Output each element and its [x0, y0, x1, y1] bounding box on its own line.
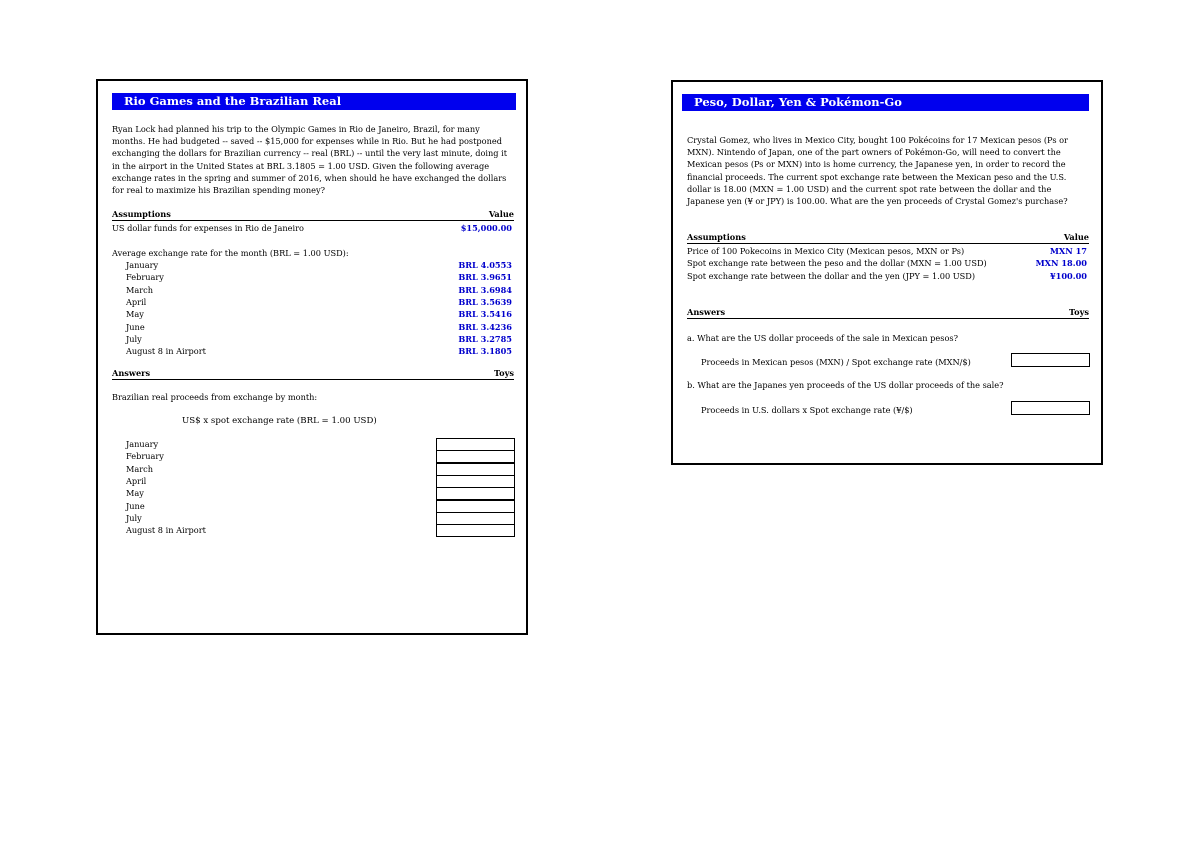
answer-input-box[interactable] — [436, 500, 515, 513]
assumptions-header — [687, 232, 1089, 244]
answer-input-box[interactable] — [436, 512, 515, 525]
formula-label: US$ x spot exchange rate (BRL = 1.00 USD) — [182, 416, 377, 426]
answer-month-label: July — [126, 512, 142, 523]
assumption-value: MXN 18.00 — [1035, 258, 1087, 269]
answer-month-label: June — [126, 500, 145, 511]
month-label: February — [126, 272, 164, 283]
rio-games-panel — [96, 79, 528, 635]
answer-month-label: February — [126, 451, 164, 462]
assumptions-label: Assumptions — [112, 209, 171, 219]
answer-input-box[interactable] — [436, 438, 515, 451]
question-b: b. What are the Japanes yen proceeds of the US dollar proceeds of the sale? — [687, 380, 1004, 390]
usd-funds-label: US dollar funds for expenses in Rio de Janeiro — [112, 223, 304, 233]
answer-month-label: August 8 in Airport — [126, 525, 206, 536]
answers-header — [687, 307, 1089, 319]
answer-input-box[interactable] — [436, 487, 515, 500]
answer-input-box[interactable] — [436, 524, 515, 537]
answers-header — [112, 368, 514, 380]
month-label: June — [126, 321, 145, 332]
answer-input-box[interactable] — [436, 450, 515, 463]
answer-a-input-box[interactable] — [1011, 353, 1090, 367]
answers-label: Answers — [112, 368, 151, 378]
assumption-label: Price of 100 Pokecoins in Mexico City (Mexican pesos, MXN or Ps) — [687, 246, 965, 256]
month-label: August 8 in Airport — [126, 346, 206, 357]
value-label: Value — [488, 209, 514, 219]
answer-input-box[interactable] — [436, 475, 515, 488]
assumption-value: MXN 17 — [1049, 246, 1087, 256]
month-rate-value: BRL 3.5639 — [458, 296, 512, 307]
problem-paragraph: Ryan Lock had planned his trip to the Olympic Games in Rio de Janeiro, Brazil, for many months. He had budgeted -- saved -- $15,000 for expenses while in Rio. But he had postponed exchanging the dollars for Brazilian currency -- real (BRL) -- until the very last minute, doing it in the airport in the United States at BRL 3.1805 = 1.00 USD. Given the following average exchange rates in the spring and summer of 2016, when should he have exchanged the dollars for real to maximize his Brazilian spending money? — [112, 124, 508, 196]
answer-month-label: April — [126, 475, 147, 486]
month-rate-value: BRL 3.2785 — [458, 333, 512, 344]
formula-a: Proceeds in Mexican pesos (MXN) / Spot exchange rate (MXN/$) — [701, 357, 971, 367]
peso-dollar-yen-panel — [671, 80, 1103, 465]
month-label: July — [126, 333, 142, 344]
month-rate-value: BRL 3.1805 — [458, 346, 512, 357]
divider — [1001, 245, 1002, 246]
month-rate-value: BRL 4.0553 — [458, 260, 512, 270]
answer-month-label: January — [126, 439, 159, 449]
assumptions-label: Assumptions — [687, 232, 746, 242]
answer-b-input-box[interactable] — [1011, 401, 1090, 415]
question-a: a. What are the US dollar proceeds of the sale in Mexican pesos? — [687, 333, 958, 343]
problem-paragraph: Crystal Gomez, who lives in Mexico City, bought 100 Pokécoins for 17 Mexican pesos (Ps or MXN). Nintendo of Japan, one of the part owners of Pokémon-Go, will need to convert the Mexican pesos (Ps or MXN) into is home currency, the Japanese yen, in order to record the financial proceeds. The current spot exchange rate between the Mexican peso and the U.S. dollar is 18.00 (MXN = 1.00 USD) and the current spot rate between the dollar and the Japanese yen (¥ or JPY) is 100.00. What are the yen proceeds of Crystal Gomez's purchase? — [687, 135, 1068, 207]
value-label: Value — [1063, 232, 1089, 242]
avg-rate-label: Average exchange rate for the month (BRL = 1.00 USD): — [112, 248, 349, 258]
month-rate-value: BRL 3.4236 — [458, 321, 512, 332]
panel-title: Peso, Dollar, Yen & Pokémon-Go — [682, 94, 1089, 111]
month-label: January — [126, 260, 159, 270]
answer-month-label: May — [126, 488, 144, 499]
month-label: April — [126, 296, 147, 307]
month-label: March — [126, 284, 154, 295]
answer-input-box[interactable] — [436, 463, 515, 476]
month-rate-value: BRL 3.9651 — [458, 272, 512, 283]
assumption-label: Spot exchange rate between the peso and the dollar (MXN = 1.00 USD) — [687, 258, 987, 269]
assumption-value: ¥100.00 — [1049, 270, 1087, 281]
formula-b: Proceeds in U.S. dollars x Spot exchange rate (¥/$) — [701, 405, 913, 415]
answer-month-label: March — [126, 463, 154, 474]
answers-label: Answers — [687, 307, 726, 317]
assumptions-header — [112, 209, 514, 221]
month-rate-value: BRL 3.5416 — [458, 309, 512, 320]
toys-label: Toys — [1069, 307, 1089, 317]
toys-label: Toys — [494, 368, 514, 378]
assumption-label: Spot exchange rate between the dollar and the yen (JPY = 1.00 USD) — [687, 270, 976, 281]
proceeds-label: Brazilian real proceeds from exchange by month: — [112, 392, 318, 402]
panel-title: Rio Games and the Brazilian Real — [112, 93, 516, 110]
month-rate-value: BRL 3.6984 — [458, 284, 512, 295]
month-label: May — [126, 309, 144, 320]
usd-funds-value: $15,000.00 — [460, 223, 512, 233]
